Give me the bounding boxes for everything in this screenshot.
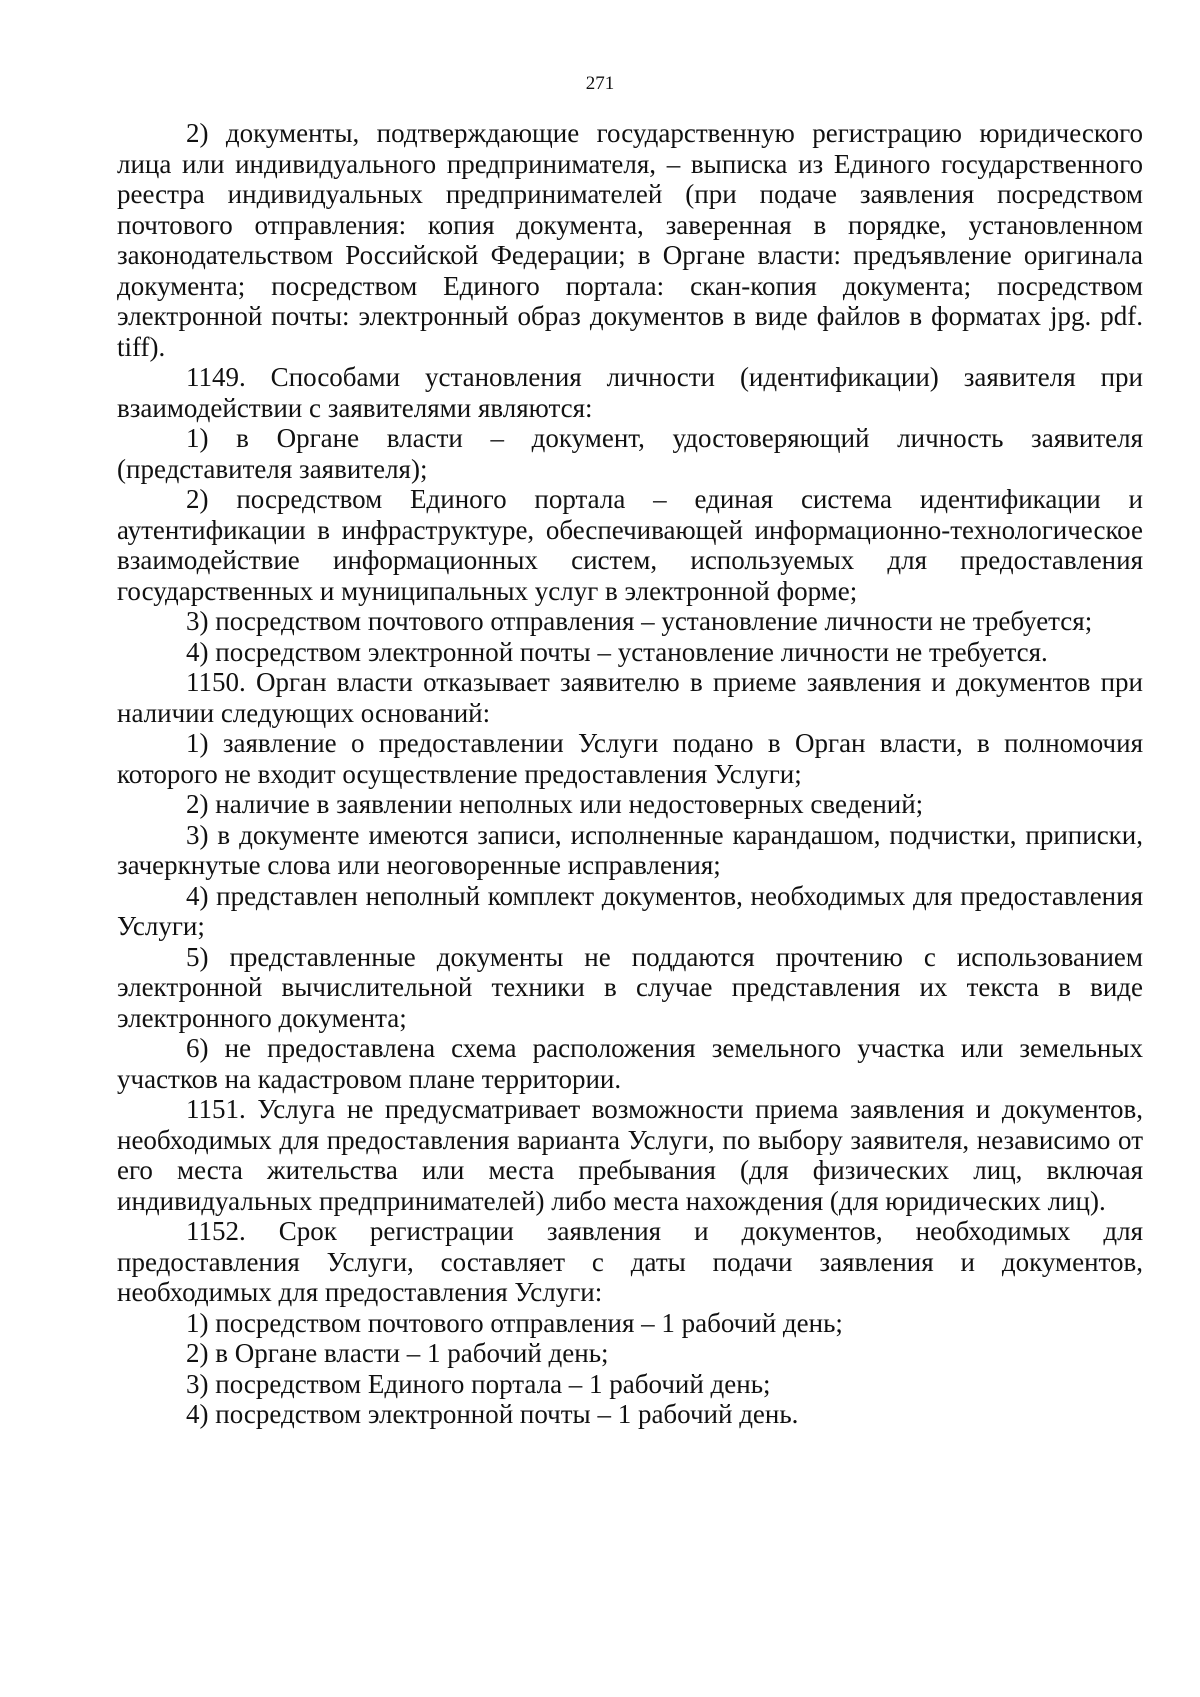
paragraph: 4) представлен неполный комплект документов, необходимых для предоставления Услуги; xyxy=(117,880,1143,941)
paragraph: 1) посредством почтового отправления – 1 рабочий день; xyxy=(186,1307,843,1338)
document-body xyxy=(117,118,1143,1430)
paragraph: 2) в Органе власти – 1 рабочий день; xyxy=(186,1338,609,1368)
paragraph: 6) не предоставлена схема расположения земельного участка или земельных участков на кадастровом плане территории. xyxy=(117,1033,1143,1094)
paragraph: 2) наличие в заявлении неполных или недостоверных сведений; xyxy=(186,789,924,819)
paragraph: 1152. Срок регистрации заявления и документов, необходимых для предоставления Услуги, составляет с даты подачи заявления и документов, необходимых для предоставления Услуги: xyxy=(117,1216,1143,1307)
paragraph: 1) заявление о предоставлении Услуги подано в Орган власти, в полномочия которого не входит осуществление предоставления Услуги; xyxy=(117,728,1143,789)
paragraph: 5) представленные документы не поддаются прочтению с использованием электронной вычислительной техники в случае представления их текста в виде электронного документа; xyxy=(117,941,1143,1033)
paragraph: 2) посредством Единого портала – единая система идентификации и аутентификации в инфраструктуре, обеспечивающей информационно-технологическое взаимодействие информационных систем, используемых для предоставления государственных и муниципальных услуг в электронной форме; xyxy=(117,484,1143,606)
paragraph: 4) посредством электронной почты – 1 рабочий день. xyxy=(186,1399,799,1429)
paragraph: 1149. Способами установления личности (идентификации) заявителя при взаимодействии с заявителями являются: xyxy=(117,362,1143,423)
page-number: 271 xyxy=(585,73,615,94)
paragraph: 3) посредством Единого портала – 1 рабочий день; xyxy=(186,1368,771,1399)
paragraph: 2) документы, подтверждающие государственную регистрацию юридического лица или индивидуального предпринимателя, – выписка из Единого государственного реестра индивидуальных предпринимателей (при подаче заявления посредством почтового отправления: копия документа, заверенная в порядке, установленном законодательством Российской Федерации; в Органе власти: предъявление оригинала документа; посредством Единого портала: скан-копия документа; посредством электронной почты: электронный образ документов в виде файлов в форматах jpg. pdf. tiff). xyxy=(117,118,1143,362)
paragraph: 1151. Услуга не предусматривает возможности приема заявления и документов, необходимых для предоставления варианта Услуги, по выбору заявителя, независимо от его места жительства или места пребывания (для физических лиц, включая индивидуальных предпринимателей) либо места нахождения (для юридических лиц). xyxy=(117,1094,1143,1216)
paragraph: 3) в документе имеются записи, исполненные карандашом, подчистки, приписки, зачеркнутые слова или неоговоренные исправления; xyxy=(117,819,1143,880)
paragraph: 3) посредством почтового отправления – установление личности не требуется; xyxy=(186,606,1093,636)
paragraph: 1150. Орган власти отказывает заявителю в приеме заявления и документов при наличии следующих оснований: xyxy=(117,667,1143,728)
paragraph: 1) в Органе власти – документ, удостоверяющий личность заявителя (представителя заявителя); xyxy=(117,423,1143,484)
paragraph: 4) посредством электронной почты – установление личности не требуется. xyxy=(186,636,1048,667)
